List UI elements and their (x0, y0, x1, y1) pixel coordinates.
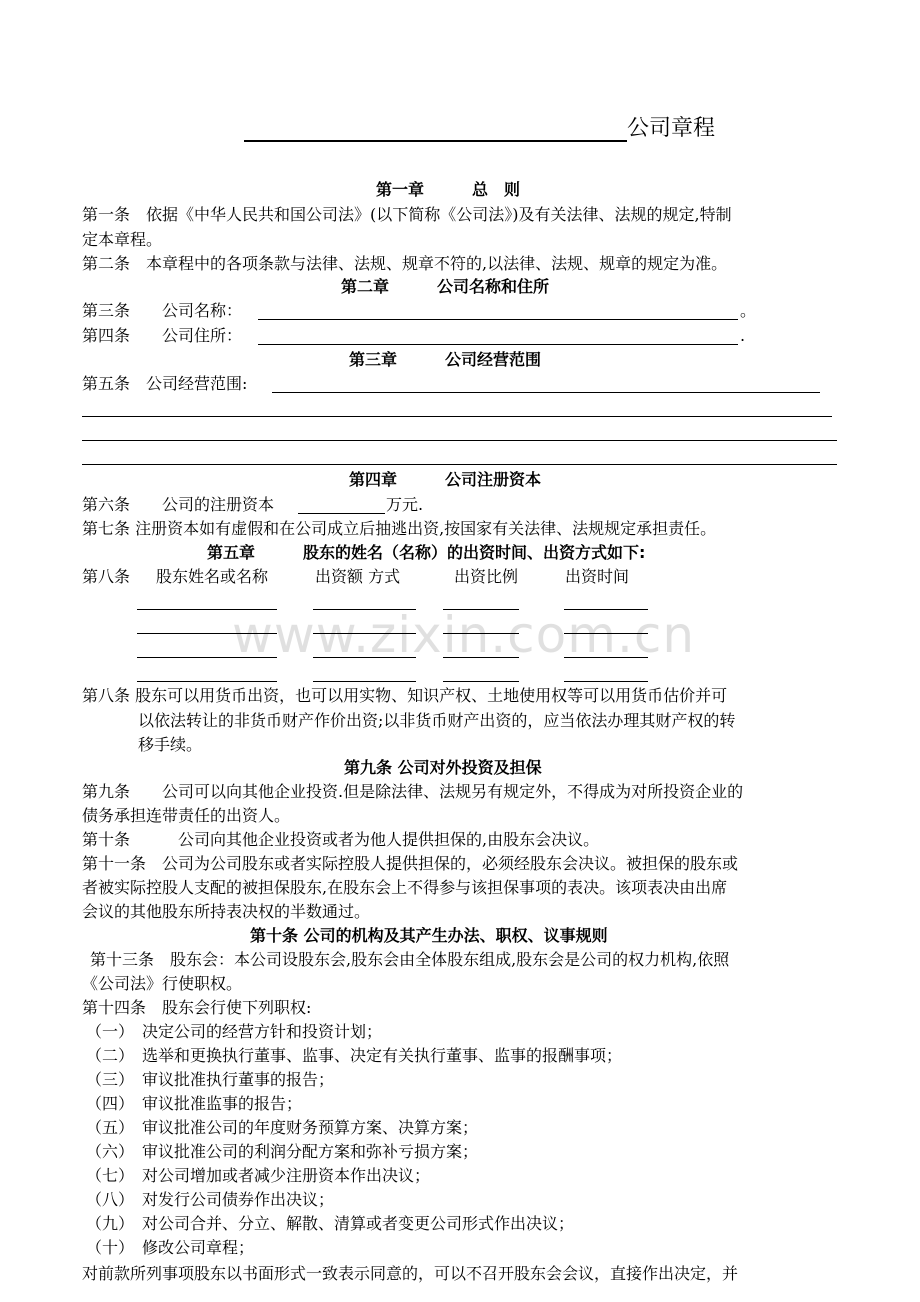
chapter-1-heading: 第一章 总 则 (376, 180, 521, 199)
document-title: 公司章程 (627, 116, 716, 141)
article-14-label: 第十四条 股东会行使下列职权: (82, 998, 312, 1017)
header-contribution-ratio: 出资比例 (454, 567, 519, 586)
article-5-label: 第五条 公司经营范围: (82, 374, 248, 393)
company-address-blank (258, 344, 738, 345)
chapter-4-heading: 第四章 公司注册资本 (349, 470, 542, 489)
article-6-unit: 万元. (386, 495, 424, 514)
business-scope-blank-4 (82, 464, 837, 465)
list-item: （十） 修改公司章程； (86, 1238, 255, 1257)
article-1-line-2: 定本章程。 (82, 230, 163, 249)
watermark: www.zixin.com.cn (232, 606, 696, 664)
article-8-label: 第八条 (82, 567, 131, 586)
final-paragraph: 对前款所列事项股东以书面形式一致表示同意的，可以不召开股东会会议，直接作出决定，并 (82, 1264, 739, 1283)
article-10: 第十条 公司向其他企业投资或者为他人提供担保的,由股东会决议。 (82, 830, 600, 849)
registered-capital-blank (298, 513, 385, 514)
article-8b-line-1: 第八条 股东可以用货币出资，也可以用实物、知识产权、土地使用权等可以用货币估价并可 (82, 686, 728, 705)
article-3-label: 第三条 公司名称： (82, 301, 243, 320)
article-13-line-2: 《公司法》行使职权。 (82, 974, 243, 993)
article-11-line-1: 第十一条 公司为公司股东或者实际控股人提供担保的，必须经股东会决议。被担保的股东或 (82, 854, 739, 873)
list-item: （七） 对公司增加或者减少注册资本作出决议； (86, 1166, 431, 1185)
article-6-label: 第六条 公司的注册资本 (82, 495, 275, 514)
list-item: （二） 选举和更换执行董事、监事、决定有关执行董事、监事的报酬事项； (86, 1046, 623, 1065)
list-item: （八） 对发行公司债券作出决议； (86, 1190, 335, 1209)
list-item: （九） 对公司合并、分立、解散、清算或者变更公司形式作出决议； (86, 1214, 575, 1233)
chapter-2-heading: 第二章 公司名称和住所 (341, 277, 550, 296)
article-9-line-2: 债务承担连带责任的出资人。 (82, 806, 291, 825)
article-11-line-3: 会议的其他股东所持表决权的半数通过。 (82, 902, 371, 921)
table-blank-amount-4 (313, 681, 416, 682)
article-4-end: . (740, 326, 746, 345)
table-blank-name-4 (137, 681, 277, 682)
article-8b-line-2: 以依法转让的非货币财产作价出资;以非货币财产出资的，应当依法办理其财产权的转 (138, 711, 736, 730)
header-contribution-amount-method: 出资额 方式 (315, 567, 401, 586)
article-9-line-1: 第九条 公司可以向其他企业投资.但是除法律、法规另有规定外，不得成为对所投资企业的 (82, 782, 744, 801)
header-shareholder-name: 股东姓名或名称 (156, 567, 269, 586)
list-item: （一） 决定公司的经营方针和投资计划； (86, 1022, 383, 1041)
business-scope-blank-3 (82, 440, 837, 441)
chapter-3-heading: 第三章 公司经营范围 (349, 350, 542, 369)
list-item: （三） 审议批准执行董事的报告； (86, 1070, 335, 1089)
list-item: （六） 审议批准公司的利润分配方案和弥补亏损方案； (86, 1142, 479, 1161)
article-1-line-1: 第一条 依据《中华人民共和国公司法》(以下简称《公司法》)及有关法律、法规的规定,特制 (82, 205, 732, 224)
article-11-line-2: 者被实际控股人支配的被担保股东,在股东会上不得参与该担保事项的表决。该项表决由出席 (82, 878, 728, 897)
section-9-heading: 第九条 公司对外投资及担保 (344, 758, 542, 777)
article-13-line-1: 第十三条 股东会：本公司设股东会,股东会由全体股东组成,股东会是公司的权力机构,依照 (90, 950, 730, 969)
table-blank-ratio-4 (443, 681, 519, 682)
article-7: 第七条 注册资本如有虚假和在公司成立后抽逃出资,按国家有关法律、法规规定承担责任。 (82, 519, 717, 538)
section-10-heading: 第十条 公司的机构及其产生办法、职权、议事规则 (250, 926, 608, 945)
chapter-5-heading: 第五章 股东的姓名（名称）的出资时间、出资方式如下: (207, 543, 646, 562)
company-name-blank-line (244, 140, 627, 142)
article-4-label: 第四条 公司住所： (82, 326, 243, 345)
table-blank-time-4 (564, 681, 648, 682)
business-scope-blank-1 (272, 392, 820, 393)
list-item: （四） 审议批准监事的报告； (86, 1094, 303, 1113)
business-scope-blank-2 (82, 416, 832, 417)
list-item: （五） 审议批准公司的年度财务预算方案、决算方案； (86, 1118, 479, 1137)
header-contribution-time: 出资时间 (565, 567, 630, 586)
company-name-blank (258, 319, 738, 320)
article-2: 第二条 本章程中的各项条款与法律、法规、规章不符的,以法律、法规、规章的规定为准。 (82, 254, 728, 273)
article-3-end: 。 (740, 301, 757, 320)
article-8b-line-3: 移手续。 (138, 735, 203, 754)
